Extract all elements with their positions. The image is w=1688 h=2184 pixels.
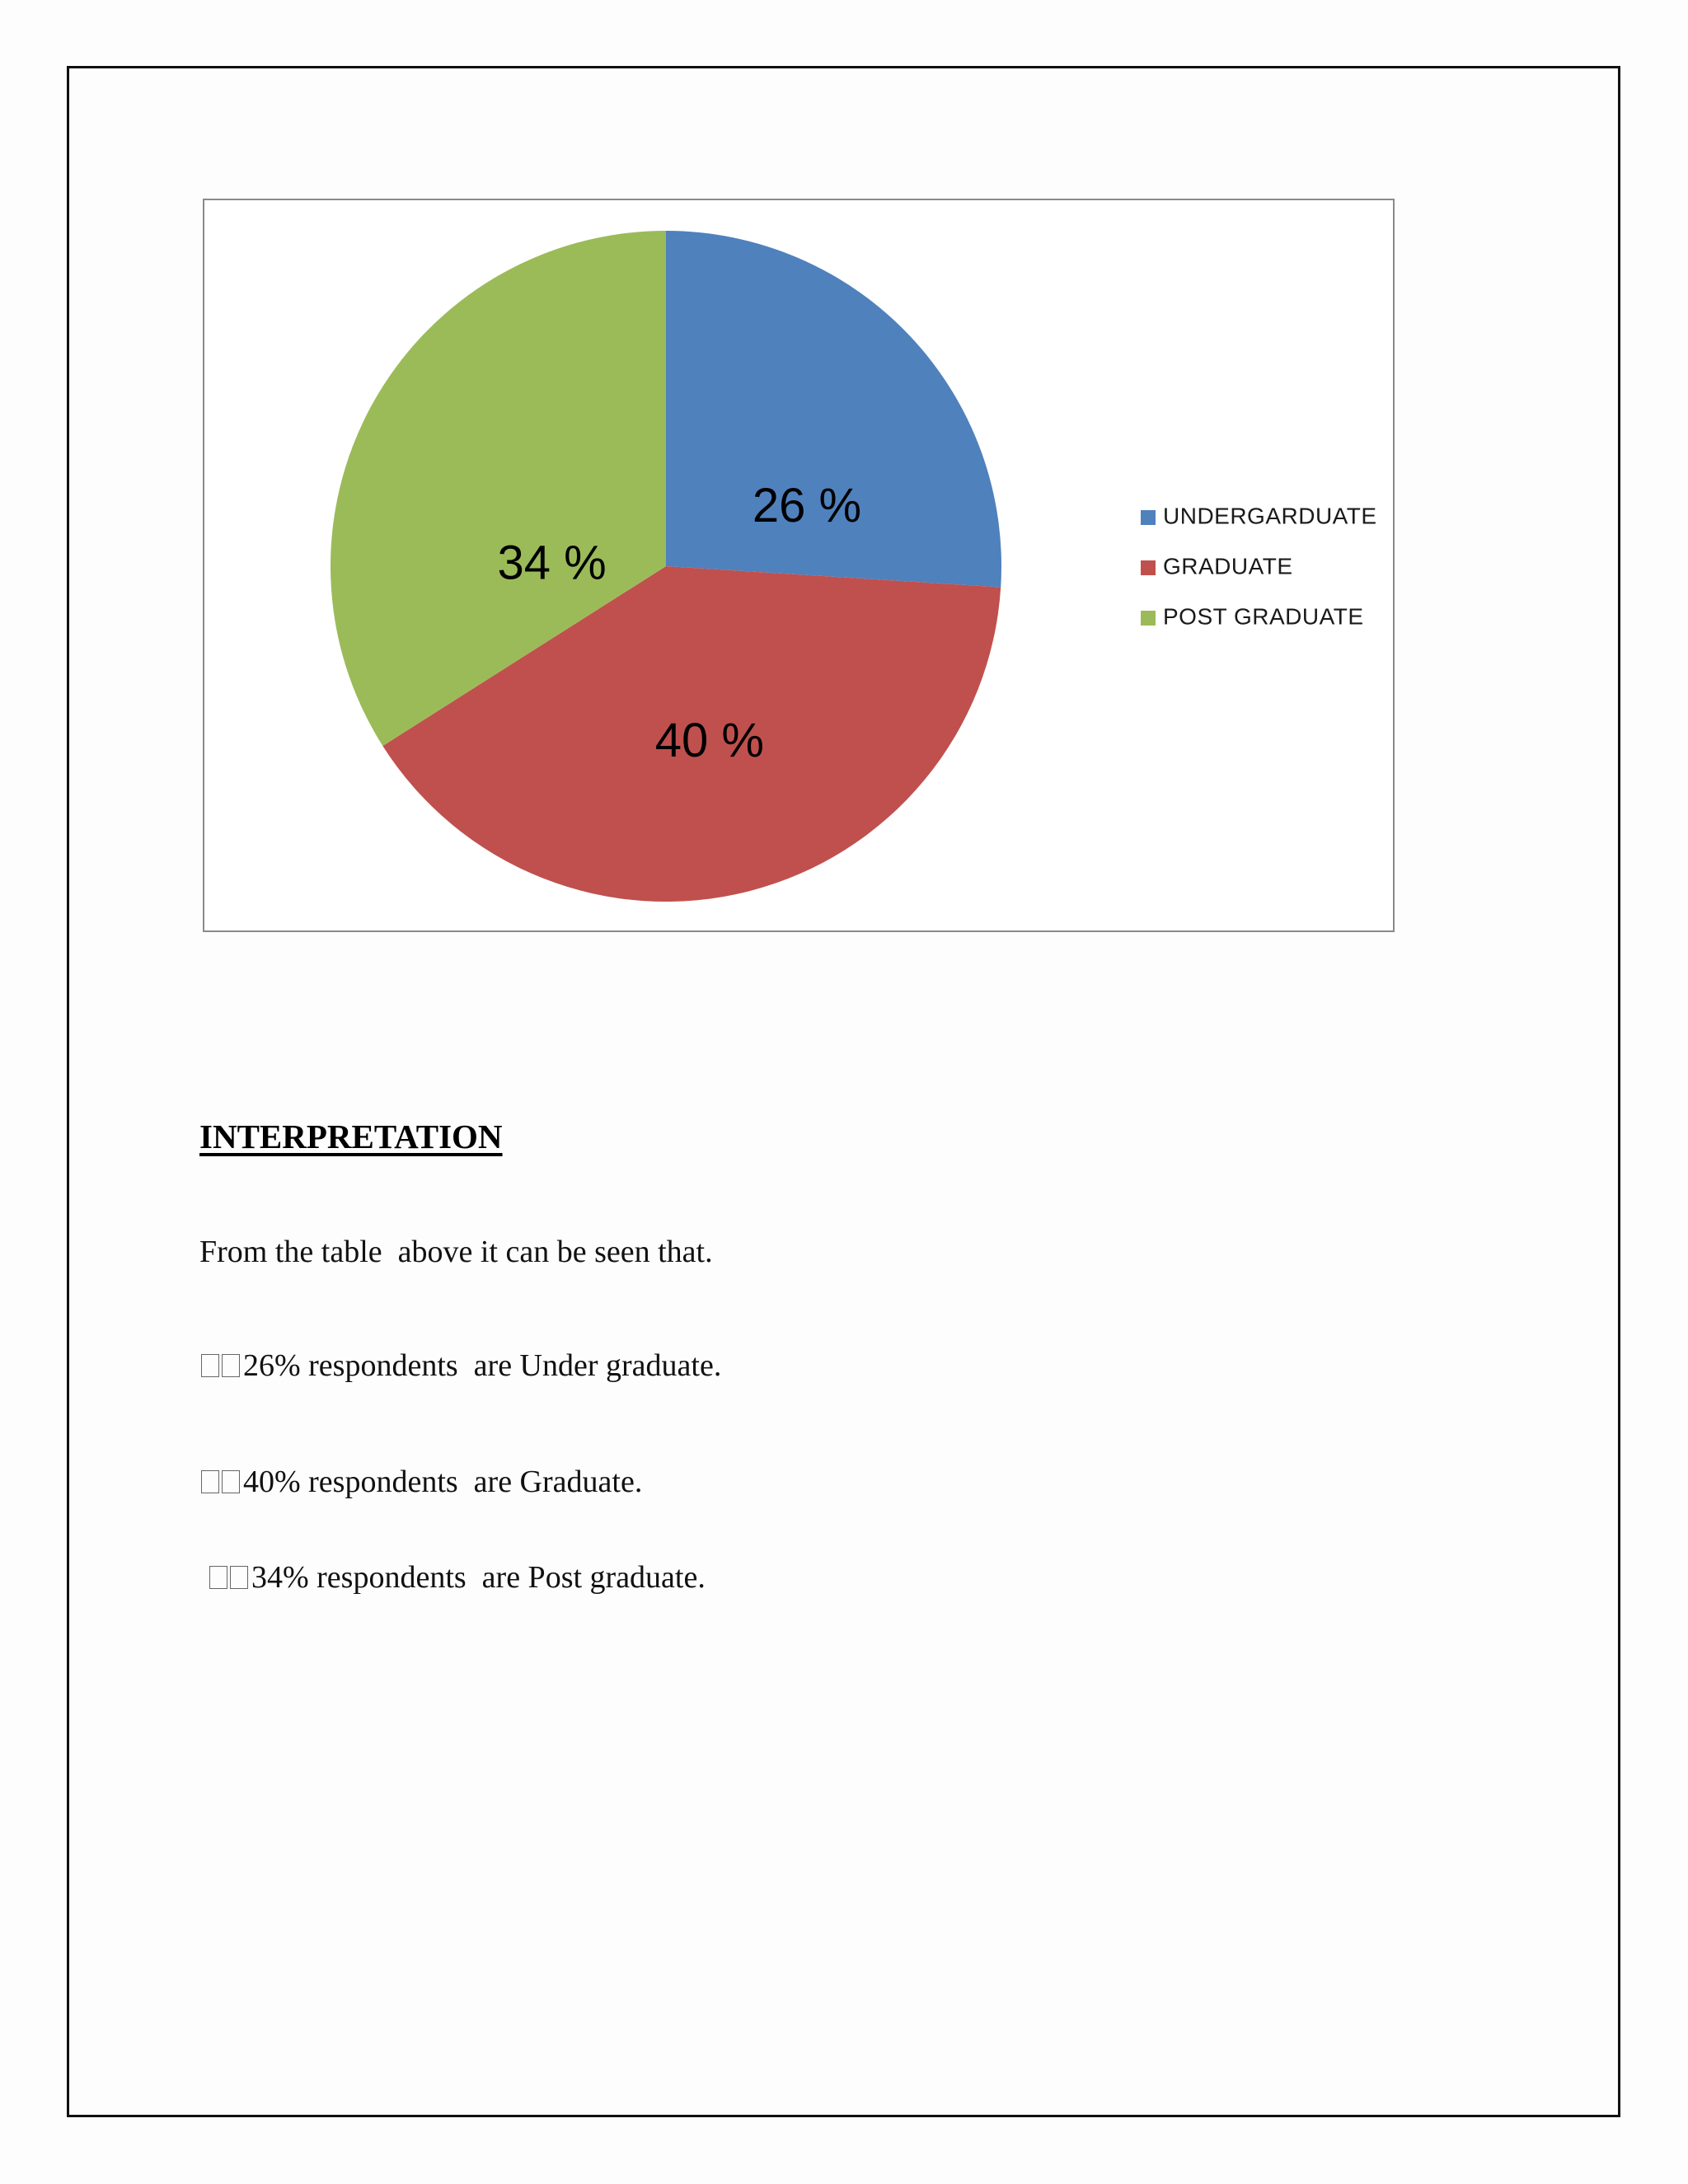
pie-chart-svg xyxy=(204,200,1396,934)
bullet-text: 34% respondents are Post graduate. xyxy=(251,1560,706,1595)
bullet-text: 26% respondents are Under graduate. xyxy=(243,1348,722,1383)
legend-swatch xyxy=(1141,510,1156,525)
interpretation-intro: From the table above it can be seen that. xyxy=(199,1235,713,1269)
legend-label: UNDERGARDUATE xyxy=(1163,503,1377,529)
legend-label: POST GRADUATE xyxy=(1163,603,1364,630)
slice-data-label: 40 % xyxy=(654,714,765,768)
bullet-item xyxy=(209,1559,706,1596)
bullet-item xyxy=(201,1347,721,1384)
slice-data-label: 26 % xyxy=(752,479,862,533)
pie-slice-undergarduate xyxy=(666,231,1001,588)
bullet-item xyxy=(201,1464,642,1500)
bullet-text: 40% respondents are Graduate. xyxy=(243,1465,643,1499)
missing-glyph-icon xyxy=(201,1470,240,1493)
pie-chart xyxy=(203,199,1395,932)
legend-swatch xyxy=(1141,560,1156,575)
legend-label: GRADUATE xyxy=(1163,553,1293,579)
slice-data-label: 34 % xyxy=(497,536,607,590)
missing-glyph-icon xyxy=(201,1354,240,1377)
missing-glyph-icon xyxy=(209,1566,248,1589)
interpretation-heading: INTERPRETATION xyxy=(199,1118,503,1155)
legend-swatch xyxy=(1141,611,1156,626)
